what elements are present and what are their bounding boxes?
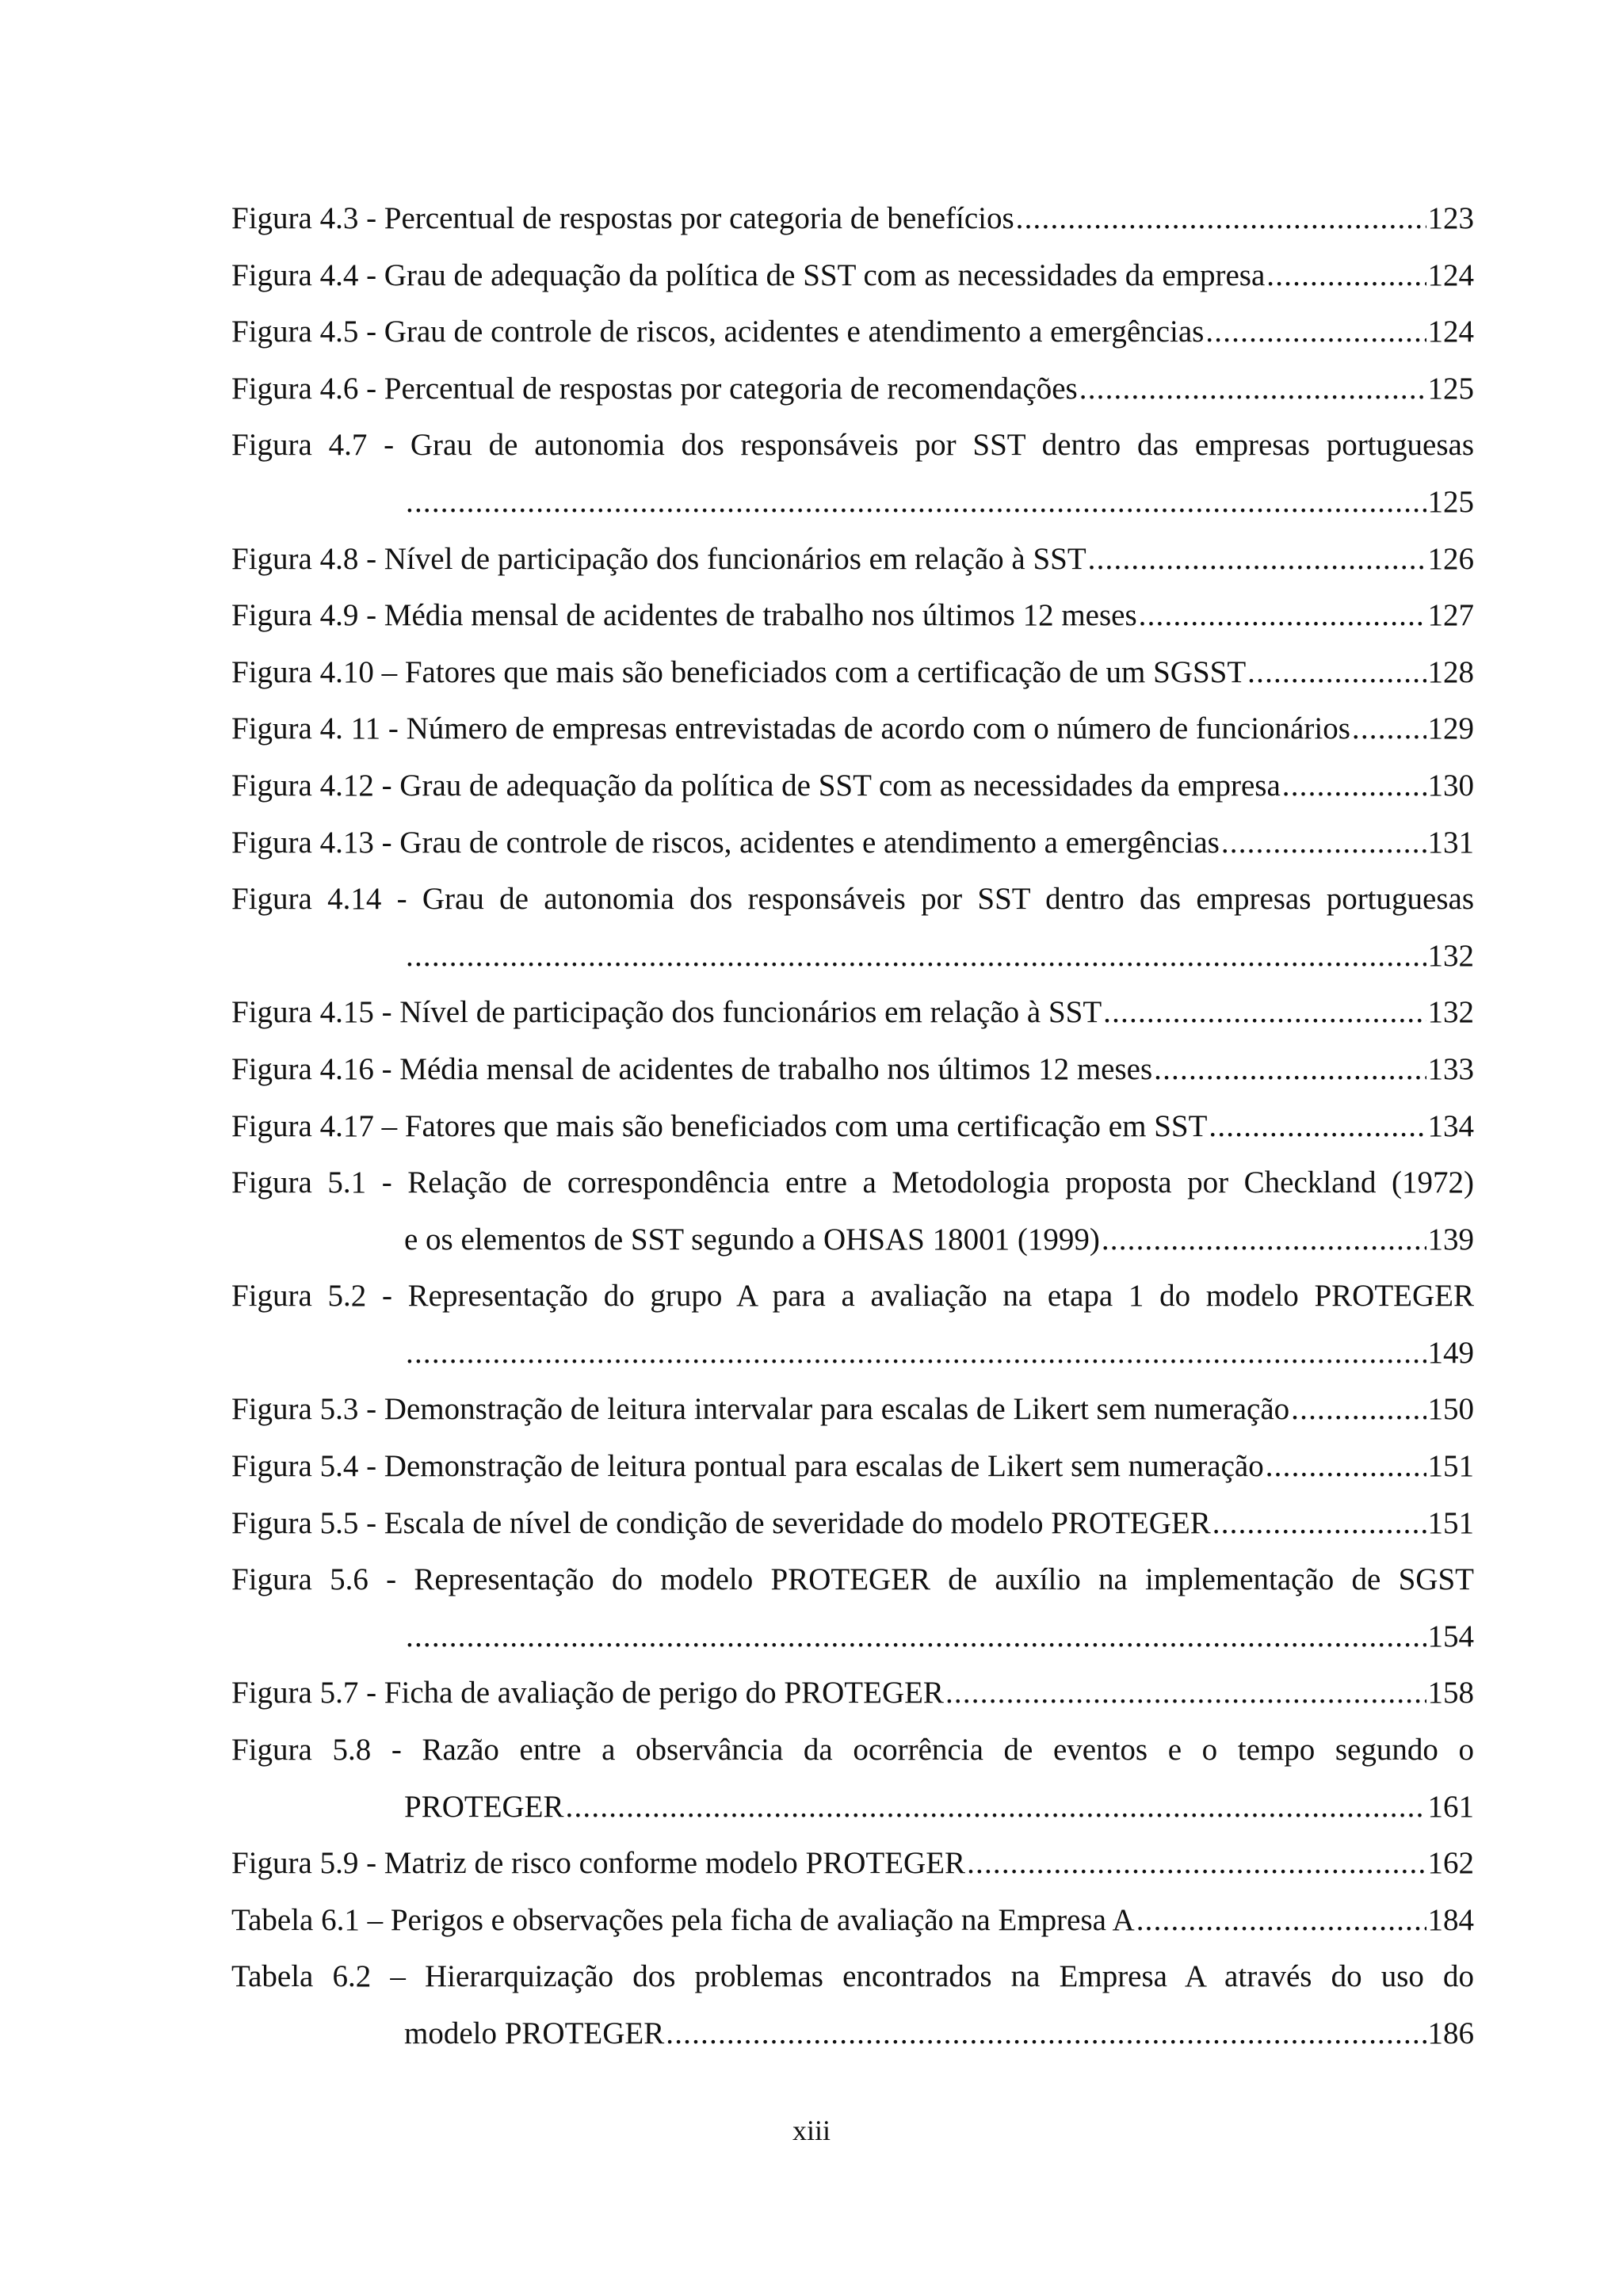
toc-entry-line xyxy=(231,1098,1474,1155)
toc-entry-continuation xyxy=(404,474,1474,531)
dot-leader xyxy=(1282,757,1426,814)
toc-entry-title: Figura 5.4 - Demonstração de leitura pontual para escalas de Likert sem numeração xyxy=(231,1449,1264,1484)
toc-entry-page: 124 xyxy=(1427,315,1474,349)
dot-leader xyxy=(1139,587,1426,644)
toc-entry-page: 125 xyxy=(1427,371,1474,406)
toc-entry xyxy=(231,700,1474,757)
toc-entry-title: Figura 4.5 - Grau de controle de riscos, acidentes e atendimento a emergências xyxy=(231,315,1205,349)
toc-entry-page: 162 xyxy=(1427,1846,1474,1881)
toc-entry-title: Figura 4.12 - Grau de adequação da política de SST com as necessidades da empresa xyxy=(231,768,1281,803)
toc-entry-title-continued: e os elementos de SST segundo a OHSAS 18001 (1999) xyxy=(404,1222,1100,1257)
toc-entry-line xyxy=(231,1381,1474,1438)
toc-entry-title: Figura 4.9 - Média mensal de acidentes de trabalho nos últimos 12 meses xyxy=(231,598,1137,633)
toc-entry xyxy=(231,1665,1474,1722)
toc-entry-line xyxy=(231,587,1474,644)
toc-entry-title: Figura 4. 11 - Número de empresas entrevistadas de acordo com o número de funcionários xyxy=(231,711,1350,746)
toc-entry-continuation xyxy=(404,1779,1474,1836)
dot-leader xyxy=(1221,814,1426,871)
dot-leader xyxy=(1266,1438,1426,1495)
toc-entry-page: 154 xyxy=(1427,1619,1474,1653)
toc-entry-page: 150 xyxy=(1427,1392,1474,1427)
toc-entry-page: 184 xyxy=(1427,1902,1474,1937)
toc-entry-title: Figura 5.6 - Representação do modelo PROTEGER de auxílio na implementação de SGST xyxy=(231,1562,1474,1597)
toc-entry-title: Figura 4.13 - Grau de controle de riscos, acidentes e atendimento a emergências xyxy=(231,825,1220,860)
toc-entry-title: Figura 5.2 - Representação do grupo A para a avaliação na etapa 1 do modelo PROTEGER xyxy=(231,1279,1474,1314)
toc-entry-page: 186 xyxy=(1427,2016,1474,2050)
toc-entry-page: 132 xyxy=(1427,938,1474,973)
toc-entry-page: 149 xyxy=(1427,1335,1474,1370)
toc-entry-title: Figura 4.17 – Fatores que mais são beneficiados com uma certificação em SST xyxy=(231,1108,1208,1143)
dot-leader xyxy=(406,1325,1426,1382)
toc-entry xyxy=(231,984,1474,1041)
toc-entry-line xyxy=(231,1665,1474,1722)
dot-leader xyxy=(1103,984,1426,1041)
toc-entry-line xyxy=(231,814,1474,871)
toc-entry-page: 125 xyxy=(1427,484,1474,519)
toc-entry-title: Tabela 6.1 – Perigos e observações pela ficha de avaliação na Empresa A xyxy=(231,1902,1135,1937)
toc-entry xyxy=(231,814,1474,871)
toc-entry-page: 127 xyxy=(1427,598,1474,633)
toc-entry-line xyxy=(231,644,1474,701)
toc-entry-page: 123 xyxy=(1427,201,1474,235)
toc-entry-title: Figura 4.4 - Grau de adequação da política de SST com as necessidades da empresa xyxy=(231,257,1266,292)
toc-entry-page: 124 xyxy=(1427,257,1474,292)
toc-entry-continuation xyxy=(404,1325,1474,1382)
toc-entry-line xyxy=(231,190,1474,247)
toc-entry-page: 158 xyxy=(1427,1676,1474,1711)
dot-leader xyxy=(1209,1098,1426,1155)
toc-entry-title-continued: PROTEGER xyxy=(404,1789,564,1824)
toc-entry xyxy=(231,1041,1474,1098)
toc-entry-title-continued: modelo PROTEGER xyxy=(404,2016,665,2050)
toc-entry xyxy=(231,1495,1474,1552)
toc-entry xyxy=(231,757,1474,814)
toc-entry xyxy=(231,1551,1474,1665)
dot-leader xyxy=(566,1779,1426,1836)
toc-entry-line xyxy=(231,303,1474,360)
toc-entry xyxy=(231,531,1474,588)
toc-entry-page: 151 xyxy=(1427,1505,1474,1540)
dot-leader xyxy=(666,2005,1426,2062)
toc-entry xyxy=(231,1268,1474,1381)
toc-entry-line xyxy=(231,360,1474,418)
toc-entry xyxy=(231,1948,1474,2061)
toc-entry-title: Figura 5.7 - Ficha de avaliação de perigo do PROTEGER xyxy=(231,1676,944,1711)
dot-leader xyxy=(1079,360,1426,418)
dot-leader xyxy=(406,928,1426,985)
toc-entry-page: 161 xyxy=(1427,1789,1474,1824)
toc-entry-line xyxy=(231,1892,1474,1949)
dot-leader xyxy=(1088,531,1426,588)
dot-leader xyxy=(1247,644,1426,701)
toc-entry-continuation xyxy=(404,1608,1474,1665)
toc-entry xyxy=(231,417,1474,530)
toc-entry-title: Figura 5.5 - Escala de nível de condição de severidade do modelo PROTEGER xyxy=(231,1505,1211,1540)
toc-entry-title: Figura 4.7 - Grau de autonomia dos responsáveis por SST dentro das empresas portuguesas xyxy=(231,428,1474,463)
table-of-contents xyxy=(231,190,1474,2062)
page-number: xiii xyxy=(792,2115,831,2146)
toc-entry-line xyxy=(231,247,1474,304)
toc-entry xyxy=(231,1722,1474,1835)
toc-entry-title: Figura 4.14 - Grau de autonomia dos responsáveis por SST dentro das empresas portuguesas xyxy=(231,882,1474,917)
dot-leader xyxy=(1102,1211,1426,1268)
toc-entry-title: Figura 4.15 - Nível de participação dos funcionários em relação à SST xyxy=(231,995,1102,1030)
toc-entry-title: Figura 5.3 - Demonstração de leitura intervalar para escalas de Likert sem numeração xyxy=(231,1392,1290,1427)
toc-entry-page: 129 xyxy=(1427,711,1474,746)
toc-entry-title: Figura 5.8 - Razão entre a observância da ocorrência de eventos e o tempo segundo o xyxy=(231,1733,1474,1768)
toc-entry-title: Figura 4.16 - Média mensal de acidentes de trabalho nos últimos 12 meses xyxy=(231,1051,1153,1086)
toc-entry-page: 133 xyxy=(1427,1051,1474,1086)
toc-entry xyxy=(231,360,1474,418)
toc-entry-continuation xyxy=(404,2005,1474,2062)
toc-entry-continuation xyxy=(404,1211,1474,1268)
toc-entry xyxy=(231,1438,1474,1495)
dot-leader xyxy=(1352,700,1426,757)
dot-leader xyxy=(1291,1381,1426,1438)
toc-entry xyxy=(231,1098,1474,1155)
toc-entry xyxy=(231,644,1474,701)
toc-entry-line xyxy=(231,1438,1474,1495)
toc-entry-page: 132 xyxy=(1427,995,1474,1030)
toc-entry-page: 126 xyxy=(1427,541,1474,576)
toc-entry-line xyxy=(231,1495,1474,1552)
toc-entry-page: 131 xyxy=(1427,825,1474,860)
dot-leader xyxy=(945,1665,1426,1722)
toc-entry-line xyxy=(231,757,1474,814)
toc-entry-title: Tabela 6.2 – Hierarquização dos problemas encontrados na Empresa A através do uso do xyxy=(231,1959,1474,1994)
toc-entry xyxy=(231,247,1474,304)
toc-entry xyxy=(231,190,1474,247)
toc-entry-title: Figura 4.3 - Percentual de respostas por categoria de benefícios xyxy=(231,201,1014,235)
toc-entry-line xyxy=(231,1835,1474,1892)
toc-entry-page: 139 xyxy=(1427,1222,1474,1257)
dot-leader xyxy=(1154,1041,1426,1098)
toc-entry-title: Figura 4.8 - Nível de participação dos funcionários em relação à SST xyxy=(231,541,1086,576)
toc-entry-line xyxy=(231,1041,1474,1098)
dot-leader xyxy=(1212,1495,1426,1552)
toc-entry xyxy=(231,1835,1474,1892)
toc-entry-page: 130 xyxy=(1427,768,1474,803)
toc-entry-page: 151 xyxy=(1427,1449,1474,1484)
toc-entry-page: 134 xyxy=(1427,1108,1474,1143)
dot-leader xyxy=(1136,1892,1426,1949)
toc-entry-line xyxy=(231,984,1474,1041)
toc-entry-line xyxy=(231,700,1474,757)
toc-entry-title: Figura 5.9 - Matriz de risco conforme modelo PROTEGER xyxy=(231,1846,966,1881)
dot-leader xyxy=(1266,247,1426,304)
toc-entry xyxy=(231,871,1474,984)
dot-leader xyxy=(406,1608,1426,1665)
toc-entry xyxy=(231,1154,1474,1268)
toc-entry xyxy=(231,303,1474,360)
dot-leader xyxy=(967,1835,1426,1892)
dot-leader xyxy=(1205,303,1426,360)
toc-entry-line xyxy=(231,531,1474,588)
toc-entry xyxy=(231,1892,1474,1949)
toc-entry xyxy=(231,587,1474,644)
toc-entry-continuation xyxy=(404,928,1474,985)
dot-leader xyxy=(1016,190,1426,247)
toc-entry-title: Figura 5.1 - Relação de correspondência entre a Metodologia proposta por Checkland (1972) xyxy=(231,1165,1474,1200)
toc-entry xyxy=(231,1381,1474,1438)
dot-leader xyxy=(406,474,1426,531)
toc-entry-title: Figura 4.6 - Percentual de respostas por categoria de recomendações xyxy=(231,371,1078,406)
toc-entry-page: 128 xyxy=(1427,654,1474,689)
toc-entry-title: Figura 4.10 – Fatores que mais são beneficiados com a certificação de um SGSST xyxy=(231,654,1247,689)
